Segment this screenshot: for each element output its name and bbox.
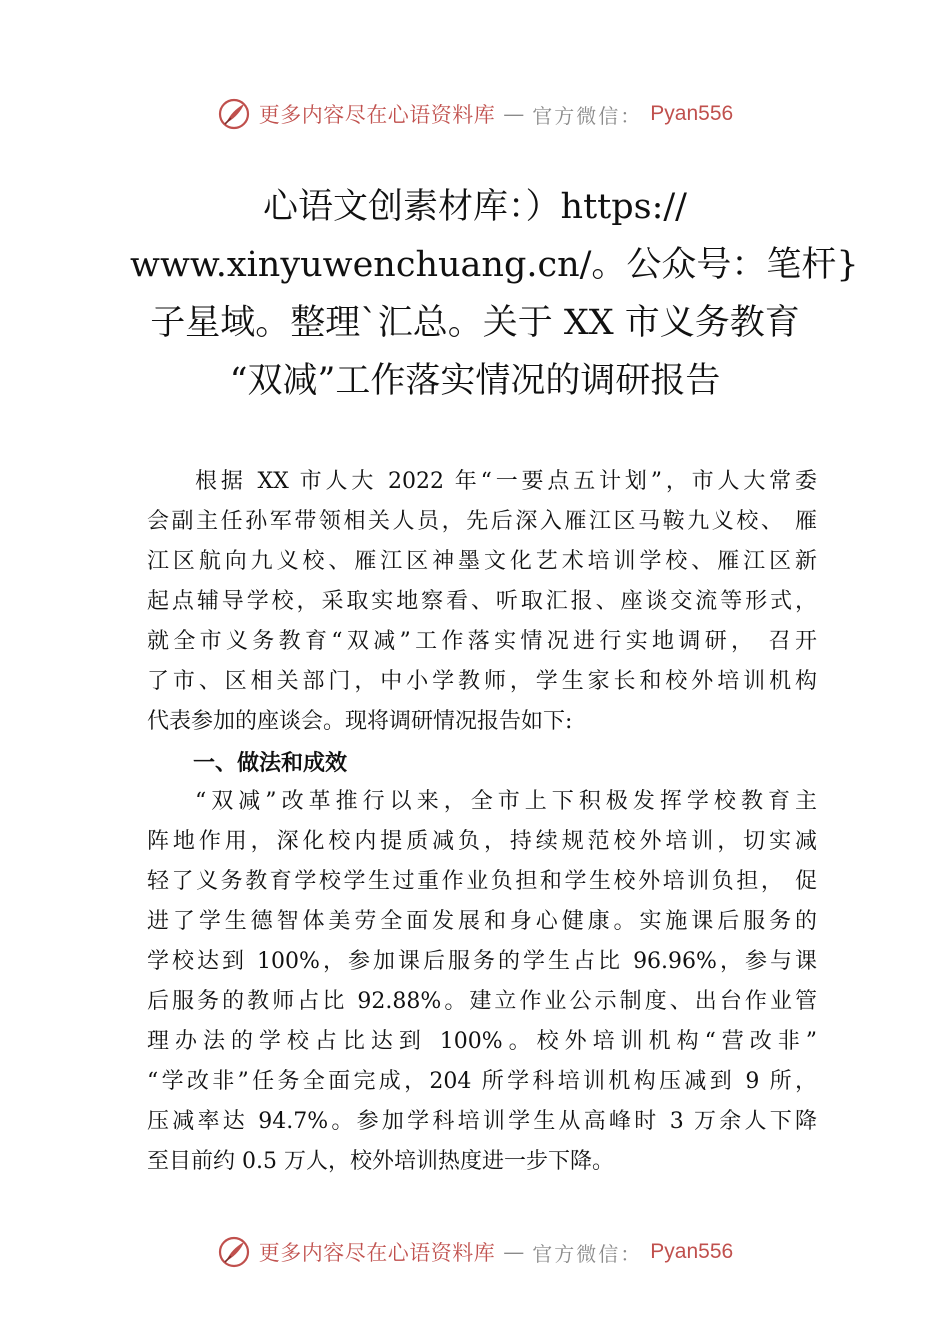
text-line: 至目前约 0.5 万人，校外培训热度进一步下降。: [147, 1149, 614, 1174]
header-watermark-banner: [0, 92, 950, 136]
title-line: 心语文创素材库：）https://: [263, 187, 687, 227]
banner-main-text: 更多内容尽在心语资料库: [258, 1241, 496, 1265]
paragraph-intro: [147, 462, 817, 742]
banner-main-text: 更多内容尽在心语资料库: [258, 103, 496, 127]
text-line: 江区航向九义校、雁江区神墨文化艺术培训学校、雁江区新: [147, 549, 817, 574]
text-line: 了市、区相关部门，中小学教师，学生家长和校外培训机构: [147, 669, 817, 694]
title-line: www.xinyuwenchuang.cn/。公众号：笔杆}: [130, 245, 859, 285]
feather-pen-logo-icon: [217, 97, 251, 131]
title-line: 子星域。整理`汇总。关于 XX 市义务教育: [150, 303, 800, 343]
section-heading: 一、做法和成效: [193, 751, 348, 776]
footer-watermark-banner: [0, 1230, 950, 1274]
text-line: 就全市义务教育“双减”工作落实情况进行实地调研， 召开: [147, 629, 817, 654]
text-line: 进了学生德智体美劳全面发展和身心健康。实施课后服务的: [147, 909, 817, 934]
text-line: 压减率达 94.7%。参加学科培训学生从高峰时 3 万余人下降: [147, 1109, 817, 1134]
title-line: “双减”工作落实情况的调研报告: [229, 361, 721, 401]
banner-separator: —: [503, 102, 525, 126]
text-line: 阵地作用，深化校内提质减负，持续规范校外培训，切实减: [147, 829, 817, 854]
text-line: 学校达到 100%，参加课后服务的学生占比 96.96%，参与课: [147, 949, 817, 974]
text-line: “学改非”任务全面完成，204 所学科培训机构压减到 9 所，: [147, 1069, 817, 1094]
text-line: 起点辅导学校，采取实地察看、听取汇报、座谈交流等形式，: [147, 589, 817, 614]
banner-wechat-label: 官方微信：: [532, 103, 643, 128]
banner-separator: —: [503, 1240, 525, 1264]
text-line: 轻了义务教育学校学生过重作业负担和学生校外培训负担， 促: [147, 869, 817, 894]
text-line: 代表参加的座谈会。现将调研情况报告如下:: [147, 709, 573, 734]
banner-wechat-label: 官方微信：: [532, 1241, 643, 1266]
document-title: [130, 178, 859, 410]
feather-pen-logo-icon: [217, 1235, 251, 1269]
text-line: 根据 XX 市人大 2022 年“一要点五计划”，市人大常委: [195, 469, 817, 494]
text-line: “双减”改革推行以来，全市上下积极发挥学校教育主: [195, 789, 817, 814]
paragraph-results: [147, 782, 817, 1182]
document-body: [147, 462, 817, 1182]
banner-wechat-id: Pyan556: [650, 1240, 734, 1263]
banner-wechat-id: Pyan556: [650, 102, 734, 125]
text-line: 后服务的教师占比 92.88%。建立作业公示制度、出台作业管: [147, 989, 817, 1014]
text-line: 会副主任孙军带领相关人员，先后深入雁江区马鞍九义校、 雁: [147, 509, 817, 534]
text-line: 理办法的学校占比达到 100%。校外培训机构“营改非”: [147, 1029, 817, 1054]
